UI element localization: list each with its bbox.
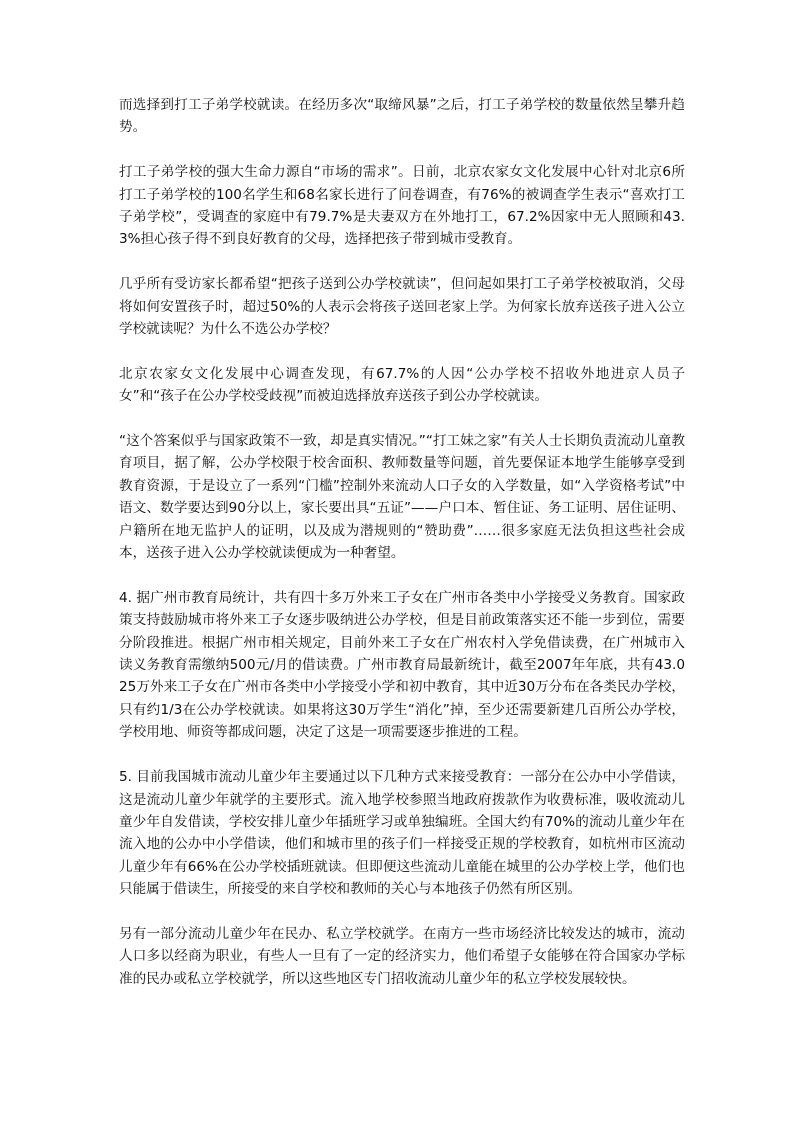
paragraph-4: 北京农家女文化发展中心调查发现，有67.7%的人因“公办学校不招收外地进京人员子女”和“孩子在公办学校受歧视”而被迫选择放弃送孩子到公办学校就读。 [119, 365, 685, 405]
paragraph-5: “这个答案似乎与国家政策不一致，却是真实情况。”“打工妹之家”有关人士长期负责流动儿童教育项目，据了解，公办学校限于校舍面积、教师数量等问题，首先要保证本地学生能够享受到教育资源，于是设立了一系列“门槛”控制外来流动人口子女的入学数量，如“入学资格考试”中语文、数学要达到90分以上，家长要出具“五证”——户口本、暂住证、务工证明、居住证明、户籍所在地无监护人的证明，以及成为潜规则的“赞助费”……很多家庭无法负担这些社会成本，送孩子进入公办学校就读便成为一种奢望。 [119, 433, 685, 562]
paragraph-1: 而选择到打工子弟学校就读。在经历多次“取缔风暴”之后，打工子弟学校的数量依然呈攀升趋势。 [119, 97, 685, 136]
paragraph-7: 5. 目前我国城市流动儿童少年主要通过以下几种方式来接受教育：一部分在公办中小学借读，这是流动儿童少年就学的主要形式。流入地学校参照当地政府拨款作为收费标准，吸收流动儿童少年自发借读，学校安排儿童少年插班学习或单独编班。全国大约有70%的流动儿童少年在流入地的公办中小学借读，他们和城市里的孩子们一样接受正规的学校教育，如杭州市区流动儿童少年有66%在公办学校插班就读。但即便这些流动儿童能在城里的公办学校上学，他们也只能属于借读生，所接受的来自学校和教师的关心与本地孩子仍然有所区别。 [119, 769, 685, 898]
paragraph-8: 另有一部分流动儿童少年在民办、私立学校就学。在南方一些市场经济比较发达的城市，流动人口多以经商为职业，有些人一旦有了一定的经济实力，他们希望子女能够在符合国家办学标准的民办或私立学校就学，所以这些地区专门招收流动儿童少年的私立学校发展较快。 [119, 925, 685, 987]
document-body [119, 94, 685, 1013]
paragraph-6: 4. 据广州市教育局统计，共有四十多万外来工子女在广州市各类中小学接受义务教育。国家政策支持鼓励城市将外来工子女逐步吸纳进公办学校，但是目前政策落实还不能一步到位，需要分阶段推进。根据广州市相关规定，目前外来工子女在广州农村入学免借读费，在广州城市入读义务教育需缴纳500元/月的借读费。广州市教育局最新统计，截至2007年年底，共有43.025万外来工子女在广州市各类中小学接受小学和初中教育，其中近30万分布在各类民办学校，只有约1/3在公办学校就读。如果将这30万学生“消化”掉，至少还需要新建几百所公办学校，学校用地、师资等都成问题，决定了这是一项需要逐步推进的工程。 [119, 589, 685, 741]
paragraph-2: 打工子弟学校的强大生命力源自“市场的需求”。日前，北京农家女文化发展中心针对北京6所打工子弟学校的100名学生和68名家长进行了问卷调查，有76%的被调查学生表示“喜欢打工子弟学校”，受调查的家庭中有79.7%是夫妻双方在外地打工，67.2%因家中无人照顾和43.3%担心孩子得不到良好教育的父母，选择把孩子带到城市受教育。 [119, 164, 685, 248]
paragraph-3: 几乎所有受访家长都希望“把孩子送到公办学校就读”，但问起如果打工子弟学校被取消，父母将如何安置孩子时，超过50%的人表示会将孩子送回老家上学。为何家长放弃送孩子进入公立学校就读呢？为什么不选公办学校？ [119, 276, 685, 338]
